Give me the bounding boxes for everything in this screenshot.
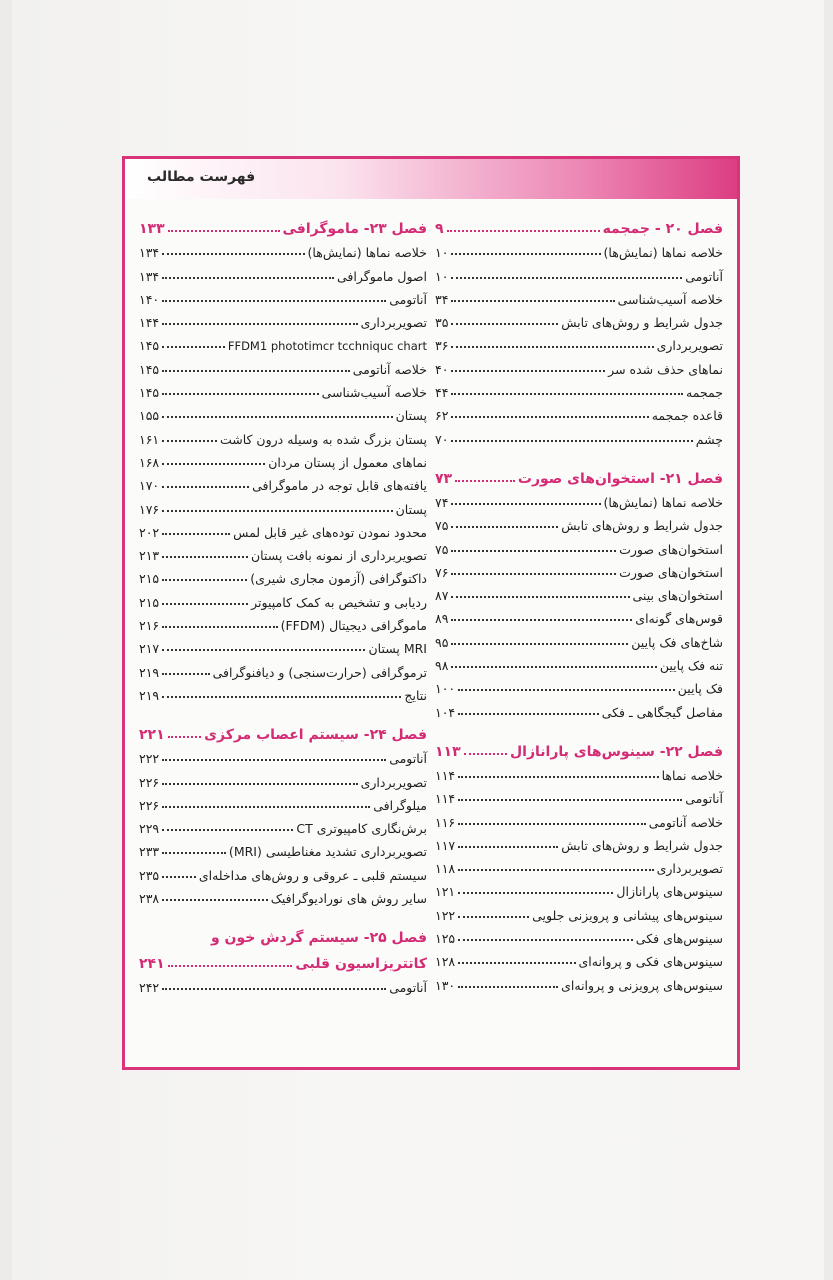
dot-leader [458, 962, 575, 964]
page-number: ۱۶۸ [139, 454, 160, 470]
toc-entry[interactable]: تصویربرداری از نمونه بافت پستان ۲۱۳ [139, 548, 427, 564]
toc-entry[interactable]: آناتومی ۲۴۲ [139, 980, 427, 996]
toc-entry[interactable]: قاعده جمجمه ۶۲ [435, 408, 723, 424]
page-number: ۹۸ [435, 658, 449, 674]
dot-leader [168, 965, 293, 967]
toc-entry[interactable]: ردیابی و تشخیص به کمک کامپیوتر ۲۱۵ [139, 594, 427, 610]
dot-leader [162, 323, 357, 325]
toc-entry[interactable]: پستان ۱۵۵ [139, 408, 427, 424]
page-number: ۱۷۶ [139, 501, 160, 517]
toc-entry[interactable]: جدول شرایط و روش‌های تابش ۱۱۷ [435, 837, 723, 853]
dot-leader [162, 579, 247, 581]
dot-leader [162, 556, 248, 558]
page-number: ۱۲۱ [435, 884, 456, 900]
dot-leader [162, 486, 249, 488]
page-number: ۶۲ [435, 408, 449, 424]
page-number: ۷۰ [435, 431, 449, 447]
dot-leader [451, 323, 558, 325]
page-number: ۱۳۴ [139, 268, 160, 284]
dot-leader [168, 230, 280, 232]
page-number: ۷۵ [435, 518, 449, 534]
page-number: ۸۷ [435, 588, 449, 604]
toc-entry[interactable]: پستان بزرگ شده به وسیله درون کاشت ۱۶۱ [139, 431, 427, 447]
dot-leader [451, 440, 692, 442]
dot-leader [451, 346, 653, 348]
toc-entry[interactable]: تنه فک پایین ۹۸ [435, 658, 723, 674]
toc-entry[interactable]: خلاصه آناتومی ۱۱۶ [435, 814, 723, 830]
chapter-heading[interactable]: فصل ۲۲- سینوس‌های پارانازال ۱۱۳ [435, 743, 723, 760]
chapter-section [139, 920, 427, 995]
dot-leader [451, 666, 656, 668]
toc-frame [122, 156, 740, 1070]
toc-column-left [139, 211, 427, 1009]
dot-leader [162, 626, 277, 628]
toc-entry[interactable]: سینوس‌های پارانازال ۱۲۱ [435, 884, 723, 900]
dot-leader [162, 696, 401, 698]
dot-leader [458, 823, 646, 825]
chapter-heading[interactable]: فصل ۲۴- سیستم اعصاب مرکزی ۲۲۱ [139, 726, 427, 743]
toc-entry[interactable]: یافته‌های قابل توجه در ماموگرافی ۱۷۰ [139, 478, 427, 494]
page-number: ۲۲۱ [139, 726, 165, 743]
dot-leader [162, 300, 386, 302]
chapter-heading[interactable] [139, 920, 427, 972]
dot-leader [451, 253, 600, 255]
dot-leader [458, 986, 558, 988]
page-number: ۹ [435, 221, 444, 237]
dot-leader [451, 619, 632, 621]
chapter-section [435, 734, 723, 993]
dot-leader [451, 573, 616, 575]
toc-entry[interactable]: خلاصه آناتومی ۱۴۵ [139, 361, 427, 377]
page-number: ۹۵ [435, 634, 449, 650]
toc-entry[interactable]: داکتوگرافی (آزمون مجاری شیری) ۲۱۵ [139, 571, 427, 587]
page-number: ۸۹ [435, 611, 449, 627]
toc-entry[interactable]: جدول شرایط و روش‌های تابش ۳۵ [435, 315, 723, 331]
page-number: ۲۰۲ [139, 524, 160, 540]
page-number: ۳۶ [435, 338, 449, 354]
dot-leader [458, 713, 599, 715]
page-number: ۱۶۱ [139, 431, 160, 447]
dot-leader [458, 776, 658, 778]
chapter-heading[interactable]: فصل ۲۱- استخوان‌های صورت ۷۳ [435, 470, 723, 487]
toc-entry[interactable]: سینوس‌های فکی ۱۲۵ [435, 931, 723, 947]
page-number: ۲۲۲ [139, 751, 160, 767]
page-number: ۲۳۳ [139, 844, 160, 860]
dot-leader [451, 393, 683, 395]
toc-entry[interactable]: میلوگرافی ۲۲۶ [139, 797, 427, 813]
dot-leader [451, 526, 558, 528]
toc-entry[interactable]: استخوان‌های صورت ۷۶ [435, 564, 723, 580]
toc-entry[interactable]: خلاصه نماها (نمایش‌ها) ۱۰ [435, 245, 723, 261]
dot-leader [162, 463, 265, 465]
chapter-section [435, 211, 723, 447]
page-number: ۱۱۴ [435, 767, 456, 783]
dot-leader [162, 649, 365, 651]
page-number: ۲۱۷ [139, 641, 160, 657]
toc-entry[interactable]: ماموگرافی دیجیتال (FFDM) ۲۱۶ [139, 618, 427, 634]
toc-entry[interactable]: خلاصه آسیب‌شناسی ۳۴ [435, 291, 723, 307]
dot-leader [162, 510, 392, 512]
toc-entry[interactable]: تصویربرداری ۲۲۶ [139, 774, 427, 790]
toc-entry[interactable]: نماهای حذف شده سر ۴۰ [435, 361, 723, 377]
page-number: ۲۱۳ [139, 548, 160, 564]
page-number: ۱۱۸ [435, 861, 456, 877]
toc-entry[interactable]: سیستم قلبی ـ عروقی و روش‌های مداخله‌ای ۲۳۵ [139, 867, 427, 883]
toc-entry[interactable]: آناتومی ۲۲۲ [139, 751, 427, 767]
toc-entry[interactable]: نتایج ۲۱۹ [139, 687, 427, 703]
page-number: ۷۴ [435, 494, 449, 510]
page-number: ۲۲۹ [139, 821, 160, 837]
chapter-heading[interactable]: فصل ۲۳- ماموگرافی ۱۳۳ [139, 221, 427, 237]
toc-entry[interactable]: خلاصه نماها (نمایش‌ها) ۷۴ [435, 494, 723, 510]
dot-leader [162, 899, 268, 901]
dot-leader [458, 869, 653, 871]
toc-entry[interactable]: خلاصه آسیب‌شناسی ۱۴۵ [139, 385, 427, 401]
chapter-heading-line2: کاتتریزاسیون قلبی ۲۴۱ [139, 956, 427, 973]
toc-entry[interactable]: شاخ‌های فک پایین ۹۵ [435, 634, 723, 650]
page-number: ۱۲۲ [435, 907, 456, 923]
toc-entry[interactable]: فک پایین ۱۰۰ [435, 681, 723, 697]
dot-leader [162, 673, 209, 675]
toc-entry[interactable]: سینوس‌های پرویزنی و پروانه‌ای ۱۳۰ [435, 977, 723, 993]
dot-leader [162, 370, 350, 372]
page-number: ۲۴۲ [139, 980, 160, 996]
page-number: ۱۱۴ [435, 791, 456, 807]
page-number: ۲۱۹ [139, 664, 160, 680]
page-number: ۱۵۵ [139, 408, 160, 424]
page-number: ۱۴۰ [139, 291, 160, 307]
dot-leader [451, 277, 682, 279]
toc-entry[interactable]: تصویربرداری تشدید مغناطیسی (MRI) ۲۳۳ [139, 844, 427, 860]
page-number: ۷۳ [435, 470, 453, 487]
toc-entry[interactable]: قوس‌های گونه‌ای ۸۹ [435, 611, 723, 627]
toc-entry[interactable]: MRI پستان ۲۱۷ [139, 641, 427, 657]
toc-entry[interactable]: جدول شرایط و روش‌های تابش ۷۵ [435, 518, 723, 534]
page-number: ۱۲۵ [435, 931, 456, 947]
dot-leader [458, 892, 613, 894]
dot-leader [162, 416, 392, 418]
page-number: ۷۵ [435, 541, 449, 557]
page-number: ۱۴۵ [139, 385, 160, 401]
toc-column-right [435, 211, 723, 1007]
page-number: ۱۱۷ [435, 837, 456, 853]
dot-leader [464, 753, 507, 755]
toc-entry[interactable]: سینوس‌های پیشانی و پرویزنی جلویی ۱۲۲ [435, 907, 723, 923]
dot-leader [162, 806, 370, 808]
page-number: ۱۳۴ [139, 245, 160, 261]
dot-leader [162, 852, 226, 854]
page-number: ۲۲۶ [139, 774, 160, 790]
page-number: ۳۵ [435, 315, 449, 331]
page-number: ۱۷۰ [139, 478, 160, 494]
dot-leader [162, 253, 304, 255]
page-number: ۲۳۸ [139, 891, 160, 907]
toc-entry[interactable]: اصول ماموگرافی ۱۳۴ [139, 268, 427, 284]
dot-leader [162, 783, 357, 785]
page-number: ۱۰۴ [435, 704, 456, 720]
page-number: ۱۱۳ [435, 743, 461, 760]
page-number: ۳۴ [435, 291, 449, 307]
chapter-heading-line1: فصل ۲۵- سیستم گردش خون و [210, 930, 427, 947]
dot-leader [451, 503, 600, 505]
page-number: ۱۲۸ [435, 954, 456, 970]
page-number: ۲۱۶ [139, 618, 160, 634]
toc-entry[interactable]: پستان ۱۷۶ [139, 501, 427, 517]
dot-leader [162, 603, 248, 605]
chapter-heading[interactable]: فصل ۲۰ - جمجمه ۹ [435, 221, 723, 237]
page-number: ۱۳۰ [435, 977, 456, 993]
chapter-section [139, 211, 427, 703]
dot-leader [162, 533, 230, 535]
dot-leader [458, 939, 633, 941]
toc-entry[interactable]: سینوس‌های فکی و پروانه‌ای ۱۲۸ [435, 954, 723, 970]
dot-leader [162, 346, 225, 348]
toc-entry[interactable]: خلاصه نماها (نمایش‌ها) ۱۳۴ [139, 245, 427, 261]
page-number: ۱۴۵ [139, 361, 160, 377]
toc-entry[interactable]: تصویربرداری ۳۶ [435, 338, 723, 354]
toc-entry[interactable]: ترموگرافی (حرارت‌سنجی) و دیافنوگرافی ۲۱۹ [139, 664, 427, 680]
dot-leader [451, 370, 605, 372]
page-number: ۱۳۳ [139, 221, 165, 237]
toc-title: فهرست مطالب [147, 169, 256, 185]
page-number: ۲۴۱ [139, 956, 165, 973]
header-bar [125, 159, 737, 199]
page-number: ۱۰۰ [435, 681, 456, 697]
dot-leader [458, 916, 529, 918]
dot-leader [168, 736, 202, 738]
toc-entry[interactable]: FFDM1 phototimcr tcchniquc chart ۱۴۵ [139, 338, 427, 354]
dot-leader [455, 480, 515, 482]
page-number: ۲۱۵ [139, 594, 160, 610]
toc-entry[interactable]: خلاصه نماها ۱۱۴ [435, 767, 723, 783]
page-number: ۲۱۹ [139, 687, 160, 703]
toc-entry[interactable]: نماهای معمول از پستان مردان ۱۶۸ [139, 454, 427, 470]
dot-leader [162, 829, 293, 831]
dot-leader [447, 230, 600, 232]
toc-entry[interactable]: آناتومی ۱۴۰ [139, 291, 427, 307]
chapter-section [435, 461, 723, 720]
toc-entry[interactable]: جمجمه ۴۴ [435, 385, 723, 401]
dot-leader [162, 759, 386, 761]
dot-leader [451, 416, 648, 418]
page-number: ۱۴۴ [139, 315, 160, 331]
dot-leader [451, 550, 616, 552]
page-number: ۴۴ [435, 385, 449, 401]
dot-leader [162, 876, 196, 878]
dot-leader [451, 643, 628, 645]
toc-entry[interactable]: آناتومی ۱۱۴ [435, 791, 723, 807]
dot-leader [162, 988, 386, 990]
dot-leader [162, 277, 334, 279]
page-number: ۴۰ [435, 361, 449, 377]
toc-entry[interactable]: محدود نمودن توده‌های غیر قابل لمس ۲۰۲ [139, 524, 427, 540]
toc-entry[interactable]: تصویربرداری ۱۱۸ [435, 861, 723, 877]
toc-entry[interactable]: چشم ۷۰ [435, 431, 723, 447]
toc-entry[interactable]: تصویربرداری ۱۴۴ [139, 315, 427, 331]
toc-entry[interactable]: مفاصل گیجگاهی ـ فکی ۱۰۴ [435, 704, 723, 720]
toc-entry[interactable]: استخوان‌های بینی ۸۷ [435, 588, 723, 604]
page-number: ۲۱۵ [139, 571, 160, 587]
toc-entry[interactable]: آناتومی ۱۰ [435, 268, 723, 284]
toc-entry[interactable]: سایر روش های نورادیوگرافیک ۲۳۸ [139, 891, 427, 907]
dot-leader [458, 689, 675, 691]
page-number: ۱۰ [435, 245, 449, 261]
dot-leader [162, 440, 217, 442]
toc-entry[interactable]: استخوان‌های صورت ۷۵ [435, 541, 723, 557]
page-number: ۱۴۵ [139, 338, 160, 354]
dot-leader [451, 596, 629, 598]
dot-leader [162, 393, 318, 395]
page-number: ۱۰ [435, 268, 449, 284]
page-number: ۱۱۶ [435, 814, 456, 830]
dot-leader [458, 799, 682, 801]
page-number: ۲۳۵ [139, 867, 160, 883]
dot-leader [451, 300, 614, 302]
chapter-section [139, 717, 427, 906]
dot-leader [458, 846, 558, 848]
page-number: ۲۲۶ [139, 797, 160, 813]
toc-entry[interactable]: برش‌نگاری کامپیوتری CT ۲۲۹ [139, 821, 427, 837]
page-number: ۷۶ [435, 564, 449, 580]
